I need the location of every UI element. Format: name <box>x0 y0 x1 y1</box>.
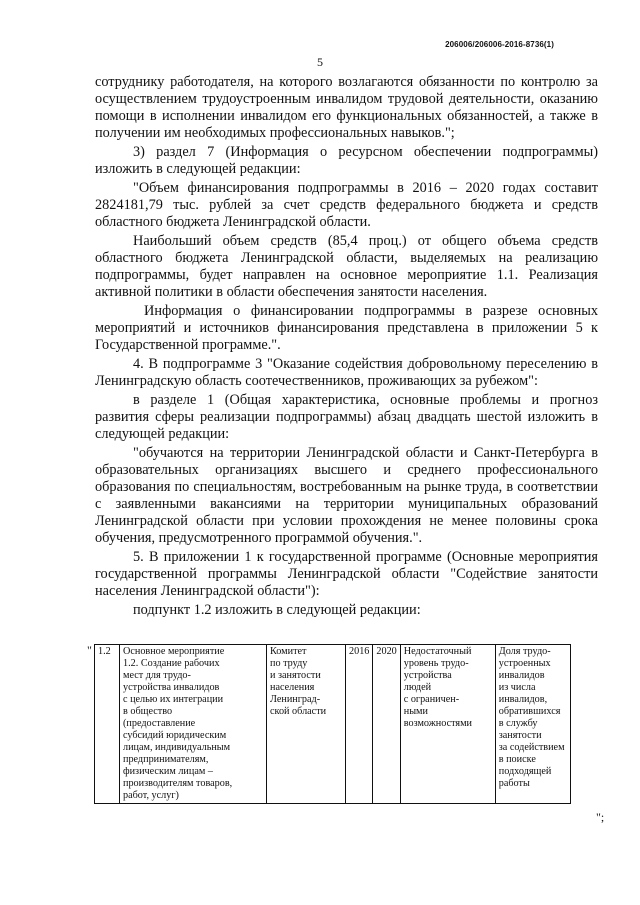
table-open-quote: " <box>87 643 92 657</box>
paragraph-largest-share: Наибольший объем средств (85,4 проц.) от общего объема средств областного бюджета Ленинградской области, выделяемых на реализацию подпрограммы, будет направлен на основное мероприятие 1.1. Реализация активной политики в области обеспечения занятости населения. <box>95 233 598 300</box>
cell-executor: Комитет по труду и занятости населения Ленинград- ской области <box>267 645 346 804</box>
paragraph-funding-info: Информация о финансировании подпрограммы в разрезе основных мероприятий и источников финансирования представлена в приложении 5 к Государственной программе.". <box>95 303 598 353</box>
cell-year-start: 2016 <box>346 645 373 804</box>
table-close-quote: "; <box>596 810 605 824</box>
cell-indicator: Доля трудо- устроенных инвалидов из числа инвалидов, обратившихся в службу занятости за содействием в поиске подходящей работы <box>495 645 570 804</box>
paragraph-funding-volume: "Объем финансирования подпрограммы в 2016 – 2020 годах составит 2824181,79 тыс. рублей за счет средств федерального бюджета и средств областного бюджета Ленинградской области. <box>95 180 598 230</box>
paragraph-studying-quote: "обучаются на территории Ленинградской области и Санкт-Петербурга в образовательных организациях высшего и среднего профессионального образования по специальностям, востребованным на рынке труда, в соответствии с заявленными вакансиями на территории муниципальных образований Ленинградской области при условии прохождения не менее половины срока обучения, предусмотренного программой обучения.". <box>95 445 598 546</box>
document-id: 206006/206006-2016-8736(1) <box>445 40 554 49</box>
paragraph-subitem-1-2: подпункт 1.2 изложить в следующей редакции: <box>133 602 421 618</box>
cell-number: 1.2 <box>95 645 120 804</box>
paragraph-section-7: 3) раздел 7 (Информация о ресурсном обеспечении подпрограммы) изложить в следующей редакции: <box>95 144 598 177</box>
paragraph-subprogram-3: 4. В подпрограмме 3 "Оказание содействия добровольному переселению в Ленинградскую область соотечественников, проживающих за рубежом": <box>95 356 598 389</box>
table-row <box>95 645 571 804</box>
page-number: 5 <box>317 55 323 69</box>
cell-year-end: 2020 <box>373 645 400 804</box>
paragraph-appendix-1: 5. В приложении 1 к государственной программе (Основные мероприятия государственной программы Ленинградской области "Содействие занятости населения Ленинградской области"): <box>95 549 598 599</box>
cell-event: Основное мероприятие 1.2. Создание рабочих мест для трудо- устройства инвалидов с целью их интеграции в общество (предоставление субсидий юридическим лицам, индивидуальным предпринимателям, физическим лицам – производителям товаров, работ, услуг) <box>120 645 267 804</box>
paragraph-section-1: в разделе 1 (Общая характеристика, основные проблемы и прогноз развития сферы реализации подпрограммы) абзац двадцать шестой изложить в следующей редакции: <box>95 392 598 442</box>
document-body <box>95 74 598 621</box>
paragraph-continuation: сотруднику работодателя, на которого возлагаются обязанности по контролю за осуществлением трудоустроенным инвалидом трудовой деятельности, оказанию помощи в исполнении инвалидом его функциональных обязанностей, а также в получении им необходимых профессиональных навыков."; <box>95 74 598 141</box>
subitem-table <box>94 644 571 804</box>
cell-problem: Недостаточный уровень трудо- устройства людей с ограничен- ными возможностями <box>400 645 495 804</box>
